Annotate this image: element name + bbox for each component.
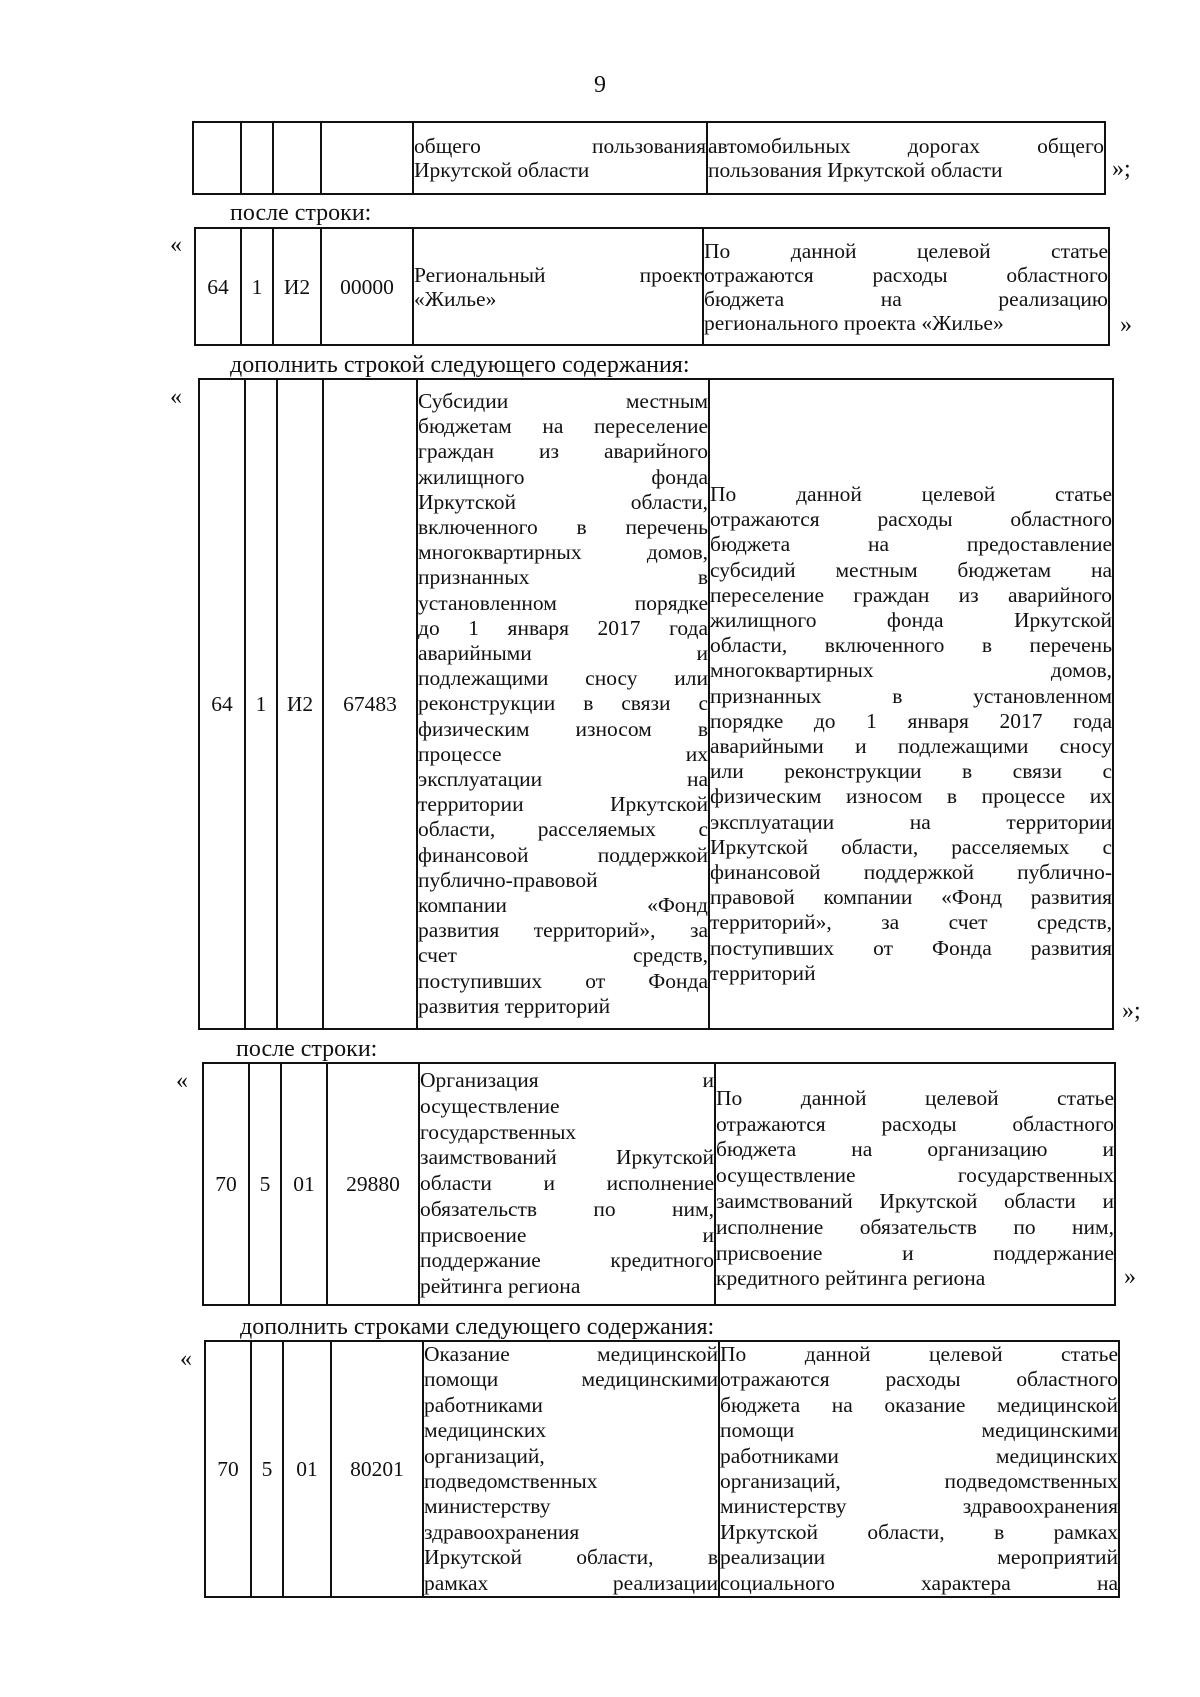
description-cell: По данной целевой статье отражаются расходы областного бюджета на организацию и осуществление государственных заимствований Иркутской области и исполнение обязательств по ним, присвоение и поддержание кредитного рейтинга региона (715, 1063, 1115, 1305)
description-cell: По данной целевой статье отражаются расходы областного бюджета на оказание медицинской помощи медицинскими работниками медицинских организаций, подведомственных министерству здравоохранения Иркутской области, в рамках реализации мероприятий социального характера на (719, 1341, 1119, 1597)
caption: дополнить строкой следующего содержания: (230, 352, 690, 378)
code-cell: 70 (203, 1063, 249, 1305)
close-quote: » (1120, 312, 1132, 338)
code-cell: 70 (205, 1341, 251, 1597)
code-cell: 80201 (331, 1341, 423, 1597)
code-cell (193, 122, 241, 194)
page-number: 9 (594, 72, 606, 98)
table-row-64-1-I2-00000 (194, 227, 1110, 346)
code-cell (273, 122, 321, 194)
description-cell: автомобильных дорогах общего пользования Иркутской области (707, 122, 1105, 194)
code-cell: 64 (199, 379, 245, 1029)
code-cell: 29880 (327, 1063, 419, 1305)
caption: после строки: (230, 200, 372, 226)
table-row-70-5-01-29880 (202, 1062, 1116, 1306)
open-quote: « (170, 384, 182, 410)
table-row-64-1-I2-67483 (198, 378, 1114, 1030)
name-cell: Организация и осуществление государственных заимствований Иркутской области и исполнение обязательств по ним, присвоение и поддержание кредитного рейтинга региона (419, 1063, 715, 1305)
code-cell (321, 122, 413, 194)
code-cell: 5 (249, 1063, 281, 1305)
code-cell: 5 (251, 1341, 283, 1597)
caption: после строки: (236, 1036, 378, 1062)
code-cell: И2 (273, 228, 321, 345)
code-cell: 1 (245, 379, 277, 1029)
name-cell: Оказание медицинской помощи медицинскими работниками медицинских организаций, подведомственных министерству здравоохранения Иркутской области, в рамках реализации (423, 1341, 719, 1597)
code-cell (241, 122, 273, 194)
table-row-continuation (192, 121, 1106, 195)
code-cell: 01 (281, 1063, 327, 1305)
name-cell: Региональный проект «Жилье» (413, 228, 703, 345)
name-cell: общего пользования Иркутской области (413, 122, 707, 194)
caption: дополнить строками следующего содержания: (240, 1314, 715, 1340)
close-quote: »; (1122, 998, 1141, 1024)
close-quote: »; (1112, 156, 1131, 182)
description-cell: По данной целевой статье отражаются расходы областного бюджета на предоставление субсидий местным бюджетам на переселение граждан из аварийного жилищного фонда Иркутской области, включенного в перечень многоквартирных домов, признанных в установленном порядке до 1 января 2017 года аварийными и подлежащими сносу или реконструкции в связи с физическим износом в процессе их эксплуатации на территории Иркутской области, расселяемых с финансовой поддержкой публично- правовой компании «Фонд развития территорий», за счет средств, поступивших от Фонда развития территорий (709, 379, 1113, 1029)
code-cell: 67483 (323, 379, 417, 1029)
open-quote: « (180, 1346, 192, 1372)
code-cell: 1 (241, 228, 273, 345)
code-cell: 01 (283, 1341, 331, 1597)
description-cell: По данной целевой статье отражаются расходы областного бюджета на реализацию регионального проекта «Жилье» (703, 228, 1109, 345)
code-cell: 00000 (321, 228, 413, 345)
name-cell: Субсидии местным бюджетам на переселение граждан из аварийного жилищного фонда Иркутской области, включенного в перечень многоквартирных домов, признанных в установленном порядке до 1 января 2017 года аварийными и подлежащими сносу или реконструкции в связи с физическим износом в процессе их эксплуатации на территории Иркутской области, расселяемых с финансовой поддержкой публично-правовой компании «Фонд развития территорий», за счет средств, поступивших от Фонда развития территорий (417, 379, 709, 1029)
table-row-70-5-01-80201 (204, 1340, 1120, 1598)
code-cell: 64 (195, 228, 241, 345)
code-cell: И2 (277, 379, 323, 1029)
open-quote: « (176, 1068, 188, 1094)
open-quote: « (170, 232, 182, 258)
close-quote: » (1124, 1264, 1136, 1290)
